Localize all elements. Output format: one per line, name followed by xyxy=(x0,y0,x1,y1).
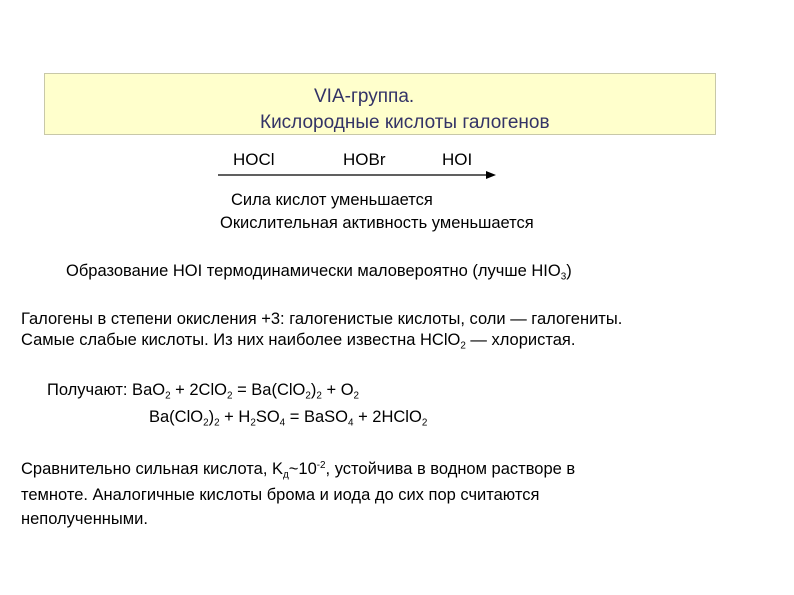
formula-part: 4 xyxy=(348,417,354,429)
formula-part: д xyxy=(283,469,289,481)
formula-part: Ba(ClO xyxy=(149,408,204,426)
title-subtitle: Кислородные кислоты галогенов xyxy=(260,112,550,133)
formula-part: — хлористая. xyxy=(465,331,576,349)
plus3-paragraph-line2 xyxy=(21,331,575,350)
formula-part: ~10 xyxy=(288,460,317,478)
formula-part: 2 xyxy=(203,417,209,429)
formula-part: ) xyxy=(310,381,317,399)
title-group: VIA-группа. xyxy=(314,86,415,107)
chlorous-line3: неполученными. xyxy=(21,510,148,528)
formula-part: + H xyxy=(219,408,251,426)
plus3-paragraph-line1: Галогены в степени окисления +3: галогенистые кислоты, соли — галогениты. xyxy=(21,310,623,328)
reaction-2 xyxy=(149,408,427,427)
formula-part: 4 xyxy=(279,417,286,429)
formula-part: 2 xyxy=(214,417,220,429)
oxidizing-trend: Окислительная активность уменьшается xyxy=(220,214,534,232)
formula-part: 2 xyxy=(316,390,322,402)
formula-part: 2 xyxy=(305,390,311,402)
formula-part: Сравнительно сильная кислота, K xyxy=(21,460,283,478)
formula-part: 3 xyxy=(560,271,567,283)
hoi-formation-note xyxy=(66,262,572,281)
formula-part: ) xyxy=(208,408,215,426)
formula-part: = BaSO xyxy=(285,408,348,426)
chlorous-line1 xyxy=(21,460,575,479)
formula-part: = Ba(ClO xyxy=(232,381,306,399)
trend-arrow-icon xyxy=(218,169,498,181)
formula-part: SO xyxy=(255,408,280,426)
formula-part: Получают: BaO xyxy=(47,381,166,399)
formula-part: ) xyxy=(566,262,572,280)
formula-part: 2 xyxy=(421,417,428,429)
formula-part: + 2ClO xyxy=(170,381,227,399)
formula-part: Самые слабые кислоты. Из них наиболее известна HClO xyxy=(21,331,461,349)
formula-part: Образование HOI термодинамически маловероятно (лучше HIO xyxy=(66,262,561,280)
formula-part: 2 xyxy=(460,340,466,352)
acid-hocl: HOCl xyxy=(233,150,275,169)
formula-part: 2 xyxy=(226,390,233,402)
formula-part: 2 xyxy=(165,390,171,402)
formula-part: + O xyxy=(321,381,354,399)
formula-part: 2 xyxy=(353,390,360,402)
acid-strength-trend: Сила кислот уменьшается xyxy=(231,191,433,209)
chlorous-line2: темноте. Аналогичные кислоты брома и иода до сих пор считаются xyxy=(21,486,540,504)
acid-hobr: HOBr xyxy=(343,150,386,169)
formula-part: + 2HClO xyxy=(353,408,422,426)
reaction-1 xyxy=(47,381,359,400)
formula-part: 2 xyxy=(250,417,256,429)
formula-part: , устойчива в водном растворе в xyxy=(325,460,576,478)
formula-part: -2 xyxy=(316,460,326,472)
acid-hoi: HOI xyxy=(442,150,473,169)
